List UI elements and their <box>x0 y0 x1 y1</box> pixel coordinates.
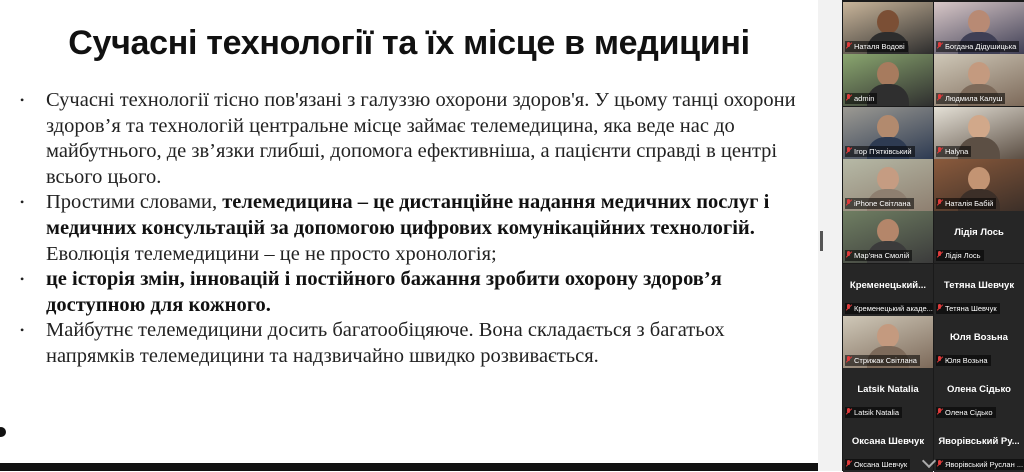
participant-name-text: admin <box>854 94 875 103</box>
participant-name-label <box>936 41 1019 52</box>
participant-name-text: Кременецький акаде... <box>854 304 933 313</box>
participant-name-text: Олена Сідько <box>945 408 993 417</box>
participant-name-label <box>845 198 914 209</box>
paragraph-bold-text: це історія змін, інновацій і постійного бажання зробити охорону здоров’я доступною для кожного. <box>46 268 722 316</box>
participant-face <box>877 62 899 86</box>
slide-title: Сучасні технології та їх місце в медицині <box>68 24 750 62</box>
mic-muted-icon <box>846 94 852 102</box>
participant-tile[interactable] <box>843 107 933 159</box>
participant-name-label <box>936 355 991 366</box>
mic-muted-icon <box>846 460 852 468</box>
participant-tile[interactable] <box>934 54 1024 106</box>
participant-name-label <box>845 93 877 104</box>
mic-muted-icon <box>937 199 943 207</box>
participant-name-text: Оксана Шевчук <box>854 460 908 469</box>
participant-tile[interactable] <box>934 316 1024 368</box>
participant-face <box>968 115 990 139</box>
mic-muted-icon <box>846 304 852 312</box>
participant-face <box>877 219 899 243</box>
participant-tile[interactable] <box>843 264 933 316</box>
paragraph-text: Майбутнє телемедицини досить багатообіцяюче. Вона складається з багатьох напрямків телемедицини та надзвичайно швидко розвивається. <box>46 319 725 367</box>
bullet-paragraph-2 <box>20 190 800 267</box>
mic-muted-icon <box>846 199 852 207</box>
participant-display-name: Кременецький... <box>849 280 927 291</box>
participant-display-name: Latsik Natalia <box>857 384 919 395</box>
participant-name-label <box>845 146 915 157</box>
participant-display-name: Оксана Шевчук <box>851 436 925 447</box>
participant-name-label <box>845 355 920 366</box>
paragraph-text: Сучасні технології тісно пов'язані з галуззю охорони здоров'я. У цьому танці охорони здоров’я та технологій центральне місце займає телемедицина, яка веде нас до майбутнього, де зв’язки глибші, допомога ефективніша, а пацієнти справді в центрі всього цього. <box>46 89 796 188</box>
participant-name-text: Стрижак Світлана <box>854 356 917 365</box>
participant-tile[interactable] <box>843 2 933 54</box>
mic-muted-icon <box>937 356 943 364</box>
participant-name-text: Ігор П'ятківський <box>854 147 912 156</box>
bullet-icon: • <box>20 323 25 338</box>
participant-tile[interactable] <box>934 264 1024 316</box>
participant-tile[interactable] <box>934 420 1024 472</box>
participant-name-label <box>936 407 996 418</box>
participant-display-name: Тетяна Шевчук <box>943 280 1015 291</box>
participant-face <box>877 10 899 34</box>
paragraph-text: Еволюція телемедицини – це не просто хронологія; <box>46 242 497 265</box>
mic-muted-icon <box>937 460 943 468</box>
bullet-paragraph-1 <box>20 88 800 190</box>
participant-name-label <box>936 93 1005 104</box>
bullet-icon: • <box>20 195 25 210</box>
participant-display-name: Лідія Лось <box>954 227 1004 238</box>
participant-name-label <box>936 146 971 157</box>
mic-muted-icon <box>937 94 943 102</box>
participant-name-text: iPhone Світлана <box>854 199 911 208</box>
mic-muted-icon <box>846 408 852 416</box>
participant-tile[interactable] <box>934 211 1024 263</box>
pointer-dot <box>0 427 6 437</box>
mic-muted-icon <box>846 356 852 364</box>
participant-name-text: Halyna <box>945 147 969 156</box>
participant-display-name: Юля Возьна <box>950 332 1008 343</box>
participant-name-label <box>845 407 902 418</box>
mic-muted-icon <box>937 147 943 155</box>
participant-name-text: Latsik Natalia <box>854 408 900 417</box>
participant-name-text: Тетяна Шевчук <box>945 304 997 313</box>
participant-name-text: Мар'яна Смолій <box>854 251 910 260</box>
participant-name-label <box>936 459 1024 470</box>
slide-bottom-bar <box>0 463 818 471</box>
participant-face <box>877 167 899 191</box>
participant-name-label <box>845 250 912 261</box>
participant-name-label <box>936 250 984 261</box>
mic-muted-icon <box>937 408 943 416</box>
participant-name-label <box>936 303 1000 314</box>
participant-tile[interactable] <box>843 368 933 420</box>
mic-muted-icon <box>846 147 852 155</box>
participant-name-text: Наталія Бабій <box>945 199 994 208</box>
paragraph-bold-text: телемедицина – це дистанційне надання медичних послуг і медичних консультацій за допомогою цифрових комунікаційних технологій. <box>46 191 770 239</box>
participant-face <box>968 167 990 191</box>
participant-face <box>968 62 990 86</box>
participant-name-text: Наталя Водові <box>854 42 905 51</box>
participant-name-label <box>845 459 910 470</box>
participant-tile[interactable] <box>843 316 933 368</box>
participant-face <box>877 115 899 139</box>
participant-face <box>968 10 990 34</box>
participant-display-name: Олена Сідько <box>947 384 1011 395</box>
mic-muted-icon <box>937 304 943 312</box>
mic-muted-icon <box>937 251 943 259</box>
participant-name-text: Лідія Лось <box>945 251 981 260</box>
participant-name-text: Людмила Калуш <box>945 94 1003 103</box>
participant-tile[interactable] <box>843 54 933 106</box>
participant-name-label <box>936 198 996 209</box>
splitter-handle-icon[interactable] <box>820 231 823 251</box>
mic-muted-icon <box>846 251 852 259</box>
participant-tile[interactable] <box>843 211 933 263</box>
mic-muted-icon <box>937 42 943 50</box>
paragraph-text: Простими словами, <box>46 191 223 214</box>
participant-name-label <box>845 303 933 314</box>
participant-name-text: Богдана Дідушицька <box>945 42 1017 51</box>
participant-tile[interactable] <box>843 420 933 472</box>
participant-tile[interactable] <box>934 2 1024 54</box>
participant-face <box>877 324 899 348</box>
mic-muted-icon <box>846 42 852 50</box>
participant-tile[interactable] <box>843 159 933 211</box>
participant-name-text: Яворівський Руслан ... <box>945 460 1024 469</box>
participant-tile[interactable] <box>934 159 1024 211</box>
participant-display-name: Яворівський Ру... <box>938 436 1020 447</box>
participant-name-label <box>845 41 908 52</box>
participant-name-text: Юля Возьна <box>945 356 988 365</box>
slide-body <box>20 88 800 370</box>
participant-tile[interactable] <box>934 368 1024 420</box>
bullet-icon: • <box>20 93 25 107</box>
bullet-paragraph-3 <box>20 267 800 318</box>
bullet-paragraph-4 <box>20 318 800 369</box>
participant-tile[interactable] <box>934 107 1024 159</box>
bullet-icon: • <box>20 272 25 287</box>
